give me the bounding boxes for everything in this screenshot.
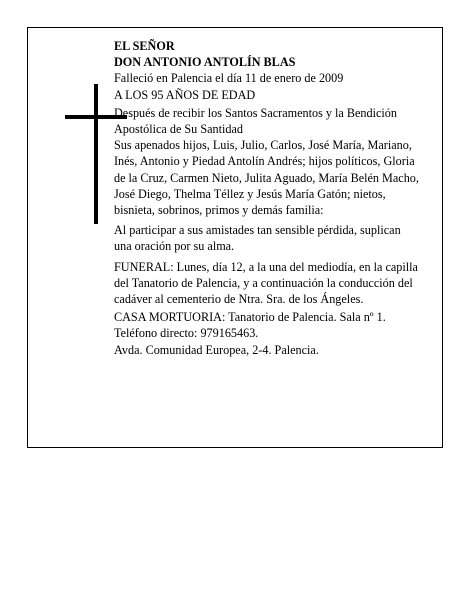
deceased-name: DON ANTONIO ANTOLÍN BLAS — [114, 55, 296, 70]
prayer-request-paragraph: Al participar a sus amistades tan sensible pérdida, suplican una oración por su alma. — [114, 223, 401, 254]
age-line: A LOS 95 AÑOS DE EDAD — [114, 87, 256, 102]
cross-icon — [94, 84, 98, 224]
title-line: EL SEÑOR — [114, 39, 175, 53]
notice-text — [114, 38, 419, 358]
death-date-line: Falleció en Palencia el día 11 de enero de 2009 — [114, 71, 344, 86]
sacraments-paragraph: Después de recibir los Santos Sacramentos y la Bendición Apostólica de Su Santidad — [114, 105, 397, 137]
family-paragraph: Sus apenados hijos, Luis, Julio, Carlos, José María, Mariano, Inés, Antonio y Piedad Antolín Andrés; hijos políticos, Gloria de la Cruz, Carmen Nieto, Julita Aguado, María Belén Macho, José Diego, Thelma Téllez y Jesús María Gatón; nietos, bisnieta, sobrinos, primos y demás familia: — [114, 138, 419, 218]
funeral-paragraph: FUNERAL: Lunes, día 12, a la una del mediodía, en la capilla del Tanatorio de Palencia, y a continuación la conducción del cadáver al cementerio de Ntra. Sra. de los Ángeles. — [114, 259, 418, 307]
address-line: Avda. Comunidad Europea, 2-4. Palencia. — [114, 342, 319, 357]
mortuary-paragraph: CASA MORTUORIA: Tanatorio de Palencia. Sala nº 1. Teléfono directo: 979165463. — [114, 310, 386, 341]
